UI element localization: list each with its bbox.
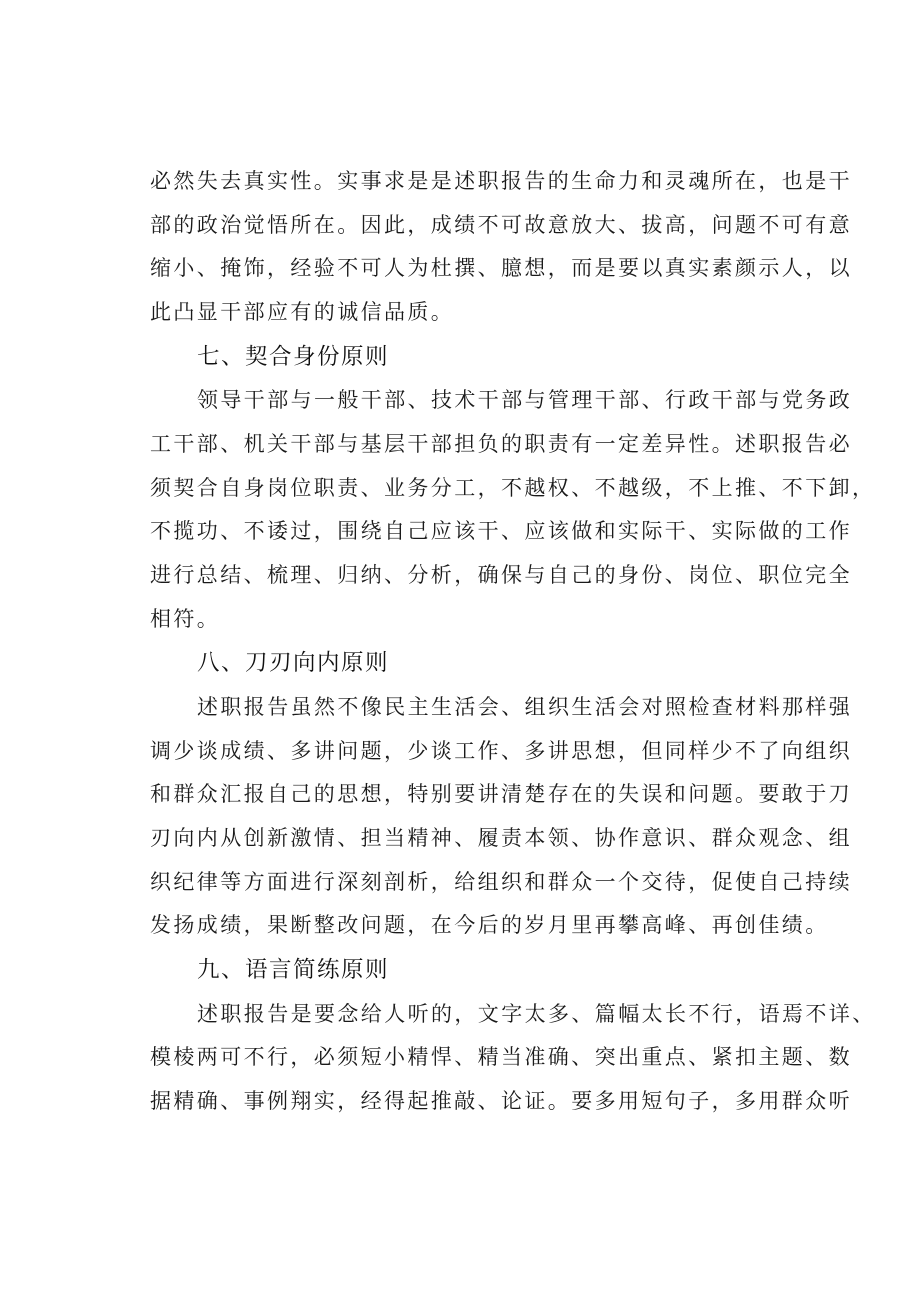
section-8 (150, 641, 853, 948)
paragraph-line: 工干部、机关干部与基层干部担负的职责有一定差异性。述职报告必 (150, 431, 852, 456)
paragraph-line: 据精确、事例翔实，经得起推敲、论证。要多用短句子，多用群众听 (150, 1088, 852, 1113)
paragraph-line: 刃向内从创新激情、担当精神、履责本领、协作意识、群众观念、组 (150, 825, 852, 850)
paragraph-line: 领导干部与一般干部、技术干部与管理干部、行政干部与党务政 (197, 388, 853, 413)
section-heading: 七、契合身份原则 (197, 343, 390, 370)
paragraph-line: 调少谈成绩、多讲问题，少谈工作、多讲思想，但同样少不了向组织 (150, 738, 852, 763)
paragraph-line: 模棱两可不行，必须短小精悍、精当准确、突出重点、紧扣主题、数 (150, 1045, 852, 1070)
paragraph-line: 相符。 (150, 606, 221, 631)
paragraph-line: 必然失去真实性。实事求是是述职报告的生命力和灵魂所在，也是干 (150, 169, 852, 193)
section-9 (150, 948, 876, 1124)
intro-paragraph (150, 160, 852, 335)
section-7 (150, 335, 876, 642)
paragraph-line: 和群众汇报自己的思想，特别要讲清楚存在的失误和问题。要敢于刀 (150, 782, 852, 807)
paragraph-line: 缩小、掩饰，经验不可人为杜撰、臆想，而是要以真实素颜示人，以 (150, 256, 852, 281)
paragraph-line: 述职报告虽然不像民主生活会、组织生活会对照检查材料那样强 (197, 694, 853, 719)
paragraph-line: 述职报告是要念给人听的，文字太多、篇幅太长不行，语焉不详、 (197, 1001, 876, 1026)
section-heading: 八、刀刃向内原则 (197, 650, 390, 677)
paragraph-line: 此凸显干部应有的诚信品质。 (150, 300, 455, 325)
document-page (150, 160, 876, 1124)
paragraph-line: 部的政治觉悟所在。因此，成绩不可故意放大、拔高，问题不可有意 (150, 212, 852, 237)
paragraph-line: 织纪律等方面进行深刻剖析，给组织和群众一个交待，促使自己持续 (150, 869, 852, 894)
paragraph-line: 发扬成绩，果断整改问题，在今后的岁月里再攀高峰、再创佳绩。 (150, 913, 829, 938)
paragraph-line: 进行总结、梳理、归纳、分析，确保与自己的身份、岗位、职位完全 (150, 563, 852, 587)
section-heading: 九、语言简练原则 (197, 957, 390, 983)
paragraph-line: 不揽功、不诿过，围绕自己应该干、应该做和实际干、实际做的工作 (150, 519, 852, 544)
paragraph-line: 须契合自身岗位职责、业务分工，不越权、不越级，不上推、不下卸， (150, 475, 876, 500)
